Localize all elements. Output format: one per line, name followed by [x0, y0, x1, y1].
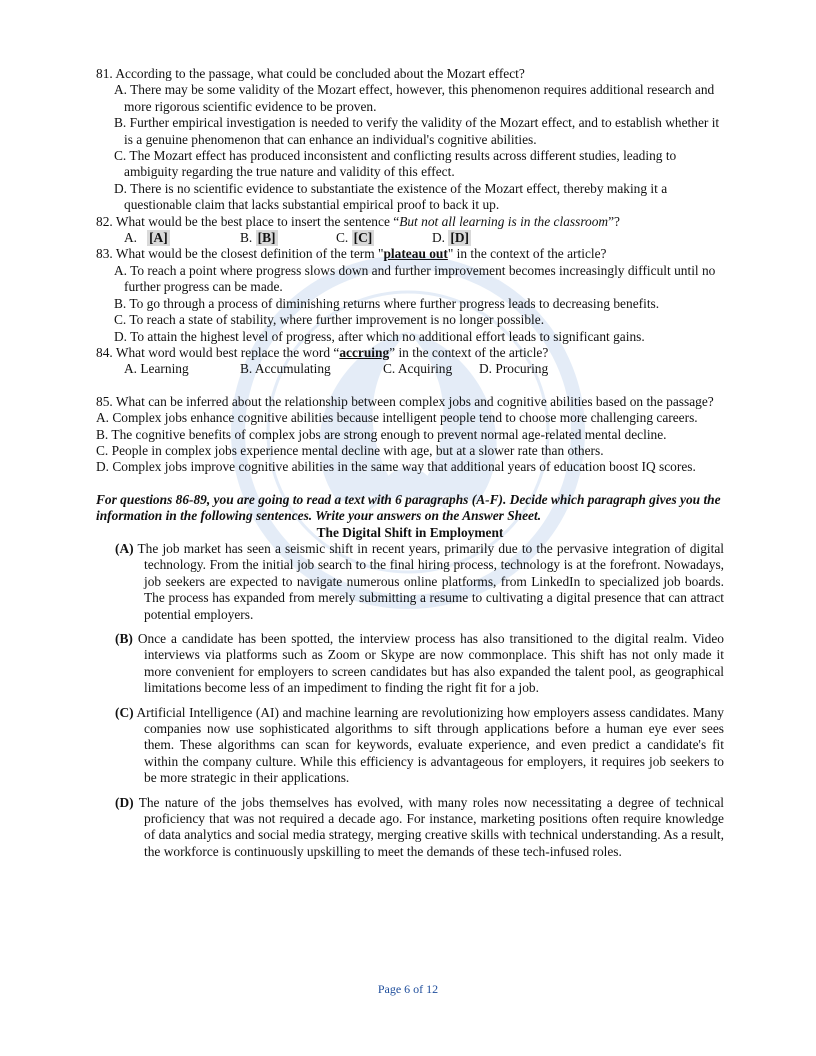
q84-option-a: A. Learning [124, 361, 189, 377]
paragraph-text: The job market has seen a seismic shift in recent years, primarily due to the pervasive integration of digital technology. From the initial job search to the final hiring process, technology is at the forefront. Nowadays, job seekers are expected to navigate numerous online platforms, from LinkedIn to specialized job boards. The process has expanded from merely submitting a resume to cultivating a digital presence that can attract potential employers. [137, 540, 724, 622]
paragraph-label: (B) [115, 631, 133, 646]
paragraph-a [96, 541, 724, 623]
question-85-stem: 85. What can be inferred about the relationship between complex jobs and cognitive abilities based on the passage? [96, 393, 714, 409]
q81-option-c: C. The Mozart effect has produced inconsistent and conflicting results across different studies, leading to ambiguity regarding the true nature and validity of this effect. [114, 148, 677, 180]
question-84-stem: 84. What word would best replace the word “accruing” in the context of the article? [96, 344, 549, 360]
paragraph-label: (A) [115, 540, 134, 556]
q81-option-d: D. There is no scientific evidence to substantiate the existence of the Mozart effect, thereby making it a questionable claim that lacks substantial empirical proof to back it up. [114, 180, 668, 213]
question-83-stem: 83. What would be the closest definition of the term "plateau out" in the context of the article? [96, 246, 607, 262]
reading-title: The Digital Shift in Employment [316, 524, 504, 540]
q83-option-a: A. To reach a point where progress slows down and further improvement becomes increasingly difficult until no further progress can be made. [114, 262, 716, 295]
q84-term: accruing [339, 344, 390, 360]
q81-option-a: A. There may be some validity of the Mozart effect, however, this phenomenon requires additional research and more rigorous scientific evidence to be proven. [114, 82, 715, 114]
paragraph-label: (D) [115, 794, 134, 810]
question-82-stem: 82. What would be the best place to insert the sentence “But not all learning is in the classroom”? [96, 213, 620, 229]
q85-option-c: C. People in complex jobs experience mental decline with age, but at a slower rate than others. [96, 442, 604, 458]
q85-option-d: D. Complex jobs improve cognitive abilities in the same way that additional years of education boost IQ scores. [96, 459, 696, 475]
paragraph-text: Artificial Intelligence (AI) and machine learning are revolutionizing how employers assess candidates. Many companies now use sophisticated algorithms to sift through applications before a human eye ever sees them. These algorithms can scan for keywords, evaluate experience, and even predict a candidate's fit within the company culture. While this efficiency is advantageous for employers, it requires job seekers to be more strategic in their applications. [136, 704, 724, 786]
q83-option-b: B. To go through a process of diminishing returns where further progress leads to decreasing benefits. [114, 295, 660, 311]
q85-option-b: B. The cognitive benefits of complex jobs are strong enough to prevent normal age-related mental decline. [96, 426, 667, 442]
paragraph-b [96, 631, 724, 697]
q84-options [96, 361, 724, 377]
q85-option-a: A. Complex jobs enhance cognitive abilities because intelligent people tend to choose more challenging careers. [96, 410, 698, 426]
q84-option-b: B. Accumulating [240, 361, 331, 377]
paragraph-text: The nature of the jobs themselves has evolved, with many roles now necessitating a degree of technical proficiency that was not required a decade ago. For instance, marketing positions often require knowledge of data analytics and social media strategy, merging creative skills with technical understanding. As a result, the workforce is continuously upskilling to meet the demands of these tech-infused roles. [138, 794, 725, 859]
q83-option-d: D. To attain the highest level of progress, after which no additional effort leads to significant gains. [114, 328, 645, 344]
paragraph-text: Once a candidate has been spotted, the interview process has also transitioned to the digital realm. Video interviews via platforms such as Zoom or Skype are now commonplace. This shift has not only made it more convenient for employers to screen candidates but has also expanded the talent pool, as geographical limitations become less of an impediment to finding the right fit for a job. [137, 631, 724, 696]
paragraph-c [96, 705, 724, 787]
section-instructions: For questions 86-89, you are going to read a text with 6 paragraphs (A-F). Decide which paragraph gives you the information in the following sentences. Write your answers on the Answer Sheet. [96, 491, 721, 524]
q83-term: plateau out [383, 246, 448, 262]
q82-quoted-sentence: But not all learning is in the classroom [399, 213, 609, 229]
content-area [96, 66, 724, 868]
q84-option-d: D. Procuring [479, 361, 549, 377]
q82-option-a: A. [A] [124, 230, 168, 246]
page-number-footer: Page 6 of 12 [377, 982, 439, 996]
q82-option-d: D. [D] [432, 230, 469, 246]
paragraph-label: (C) [115, 704, 134, 720]
q83-option-c: C. To reach a state of stability, where further improvement is no longer possible. [114, 312, 545, 328]
q82-options [96, 230, 724, 246]
q82-option-b: B. [B] [240, 230, 276, 246]
question-81-stem: 81. According to the passage, what could be concluded about the Mozart effect? [96, 66, 525, 81]
q81-option-b: B. Further empirical investigation is needed to verify the validity of the Mozart effect, and to establish whether it is a genuine phenomenon that can enhance an individual's cognitive abilities. [114, 115, 720, 147]
q82-option-c: C. [C] [336, 230, 373, 246]
paragraph-d [96, 795, 724, 861]
q84-option-c: C. Acquiring [383, 361, 453, 377]
